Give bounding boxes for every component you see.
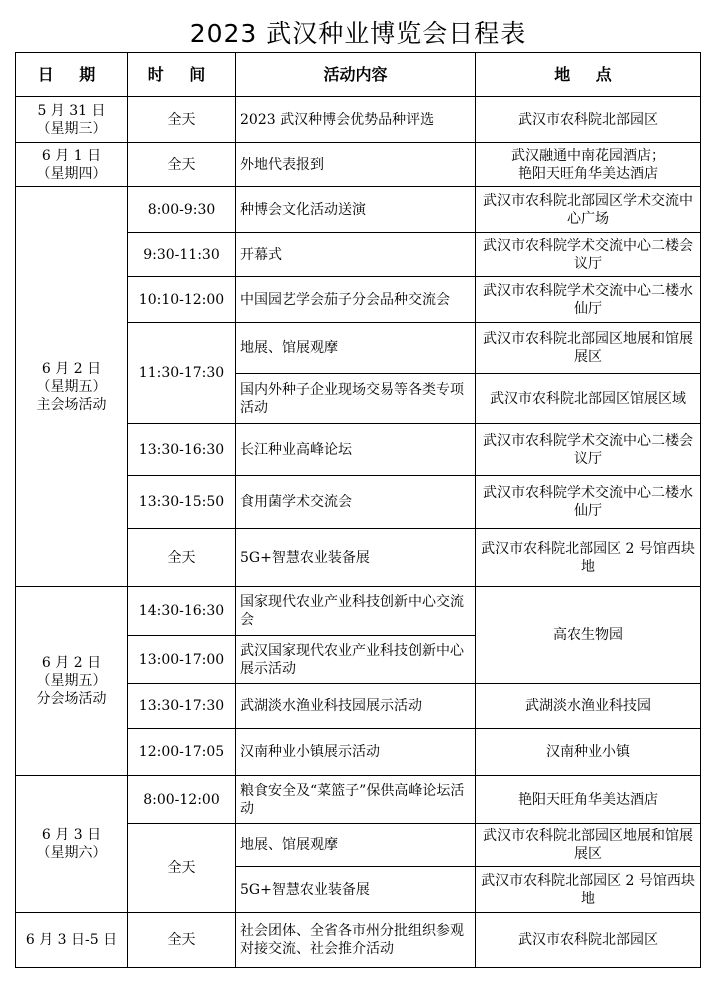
content-cell: 武汉国家现代农业产业科技创新中心展示活动 [236,636,476,684]
time-cell: 9:30-11:30 [128,233,236,277]
time-cell: 全天 [128,529,236,587]
location-cell: 武汉市农科院北部园区地展和馆展展区 [476,323,701,374]
time-cell: 14:30-16:30 [128,587,236,636]
location-cell: 武汉融通中南花园酒店； 艳阳天旺角华美达酒店 [476,143,701,187]
location-cell: 武汉市农科院北部园区 2 号馆西块地 [476,529,701,587]
content-cell: 社会团体、全省各市州分批组织参观对接交流、社会推介活动 [236,913,476,968]
content-cell: 5G+智慧农业装备展 [236,529,476,587]
location-cell: 武汉市农科院学术交流中心二楼会议厅 [476,233,701,277]
table-row [16,97,701,143]
content-cell: 中国园艺学会茄子分会品种交流会 [236,277,476,323]
time-cell: 13:30-16:30 [128,424,236,476]
schedule-table [15,52,701,968]
content-cell: 长江种业高峰论坛 [236,424,476,476]
location-cell: 武汉市农科院北部园区 [476,913,701,968]
content-cell: 国家现代农业产业科技创新中心交流会 [236,587,476,636]
table-row [16,143,701,187]
content-cell: 开幕式 [236,233,476,277]
time-cell: 11:30-17:30 [128,323,236,424]
location-cell: 艳阳天旺角华美达酒店 [476,776,701,824]
location-cell: 武湖淡水渔业科技园 [476,684,701,729]
time-cell: 8:00-9:30 [128,187,236,233]
content-cell: 地展、馆展观摩 [236,824,476,867]
location-cell: 武汉市农科院学术交流中心二楼水仙厅 [476,277,701,323]
date-cell: 5 月 31 日 （星期三） [16,97,128,143]
content-cell: 2023 武汉种博会优势品种评选 [236,97,476,143]
time-cell: 8:00-12:00 [128,776,236,824]
content-cell: 汉南种业小镇展示活动 [236,729,476,776]
location-cell: 武汉市农科院学术交流中心二楼水仙厅 [476,476,701,529]
header-time: 时 间 [128,53,236,97]
location-cell: 武汉市农科院北部园区 2 号馆西块地 [476,867,701,913]
time-cell: 13:00-17:00 [128,636,236,684]
location-cell: 高农生物园 [476,587,701,684]
time-cell: 13:30-17:30 [128,684,236,729]
content-cell: 外地代表报到 [236,143,476,187]
content-cell: 地展、馆展观摩 [236,323,476,374]
time-cell: 10:10-12:00 [128,277,236,323]
time-cell: 13:30-15:50 [128,476,236,529]
table-row [16,187,701,233]
date-cell: 6 月 3 日 （星期六） [16,776,128,913]
time-cell: 全天 [128,913,236,968]
date-cell: 6 月 3 日-5 日 [16,913,128,968]
content-cell: 粮食安全及“菜篮子”保供高峰论坛活动 [236,776,476,824]
location-cell: 汉南种业小镇 [476,729,701,776]
header-location: 地 点 [476,53,701,97]
time-cell: 全天 [128,824,236,913]
location-cell: 武汉市农科院北部园区馆展区域 [476,374,701,424]
location-cell: 武汉市农科院北部园区地展和馆展展区 [476,824,701,867]
content-cell: 食用菌学术交流会 [236,476,476,529]
content-cell: 武湖淡水渔业科技园展示活动 [236,684,476,729]
time-cell: 全天 [128,97,236,143]
header-row [16,53,701,97]
header-date: 日 期 [16,53,128,97]
table-row [16,776,701,824]
content-cell: 5G+智慧农业装备展 [236,867,476,913]
content-cell: 国内外种子企业现场交易等各类专项活动 [236,374,476,424]
header-content: 活动内容 [236,53,476,97]
page-title: 2023 武汉种业博览会日程表 [189,19,527,48]
content-cell: 种博会文化活动送演 [236,187,476,233]
time-cell: 全天 [128,143,236,187]
date-cell: 6 月 2 日 （星期五） 主会场活动 [16,187,128,587]
time-cell: 12:00-17:05 [128,729,236,776]
date-cell: 6 月 2 日 （星期五） 分会场活动 [16,587,128,776]
location-cell: 武汉市农科院学术交流中心二楼会议厅 [476,424,701,476]
location-cell: 武汉市农科院北部园区 [476,97,701,143]
table-row [16,587,701,636]
table-row [16,913,701,968]
date-cell: 6 月 1 日 （星期四） [16,143,128,187]
location-cell: 武汉市农科院北部园区学术交流中心广场 [476,187,701,233]
